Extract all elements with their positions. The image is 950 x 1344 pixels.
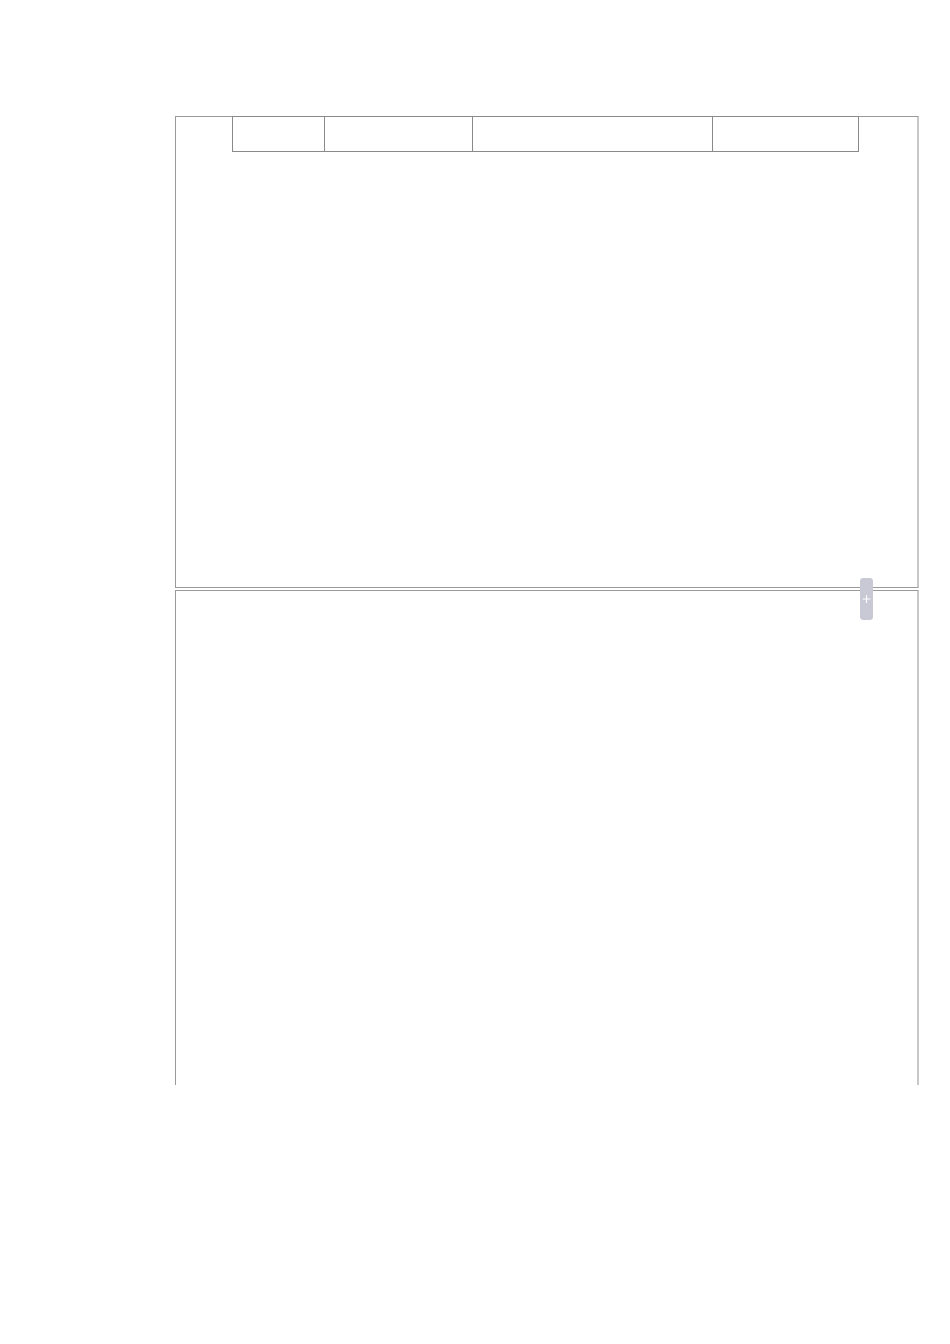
header-no (233, 117, 325, 152)
header-note (713, 117, 859, 152)
table-frame-top (175, 116, 919, 588)
header-name (325, 117, 473, 152)
header-legend (473, 117, 713, 152)
table-frame-bottom (175, 590, 919, 1085)
legend-table-top (232, 116, 859, 152)
scroll-handle-icon[interactable]: + (860, 578, 873, 620)
table-header (233, 117, 859, 152)
